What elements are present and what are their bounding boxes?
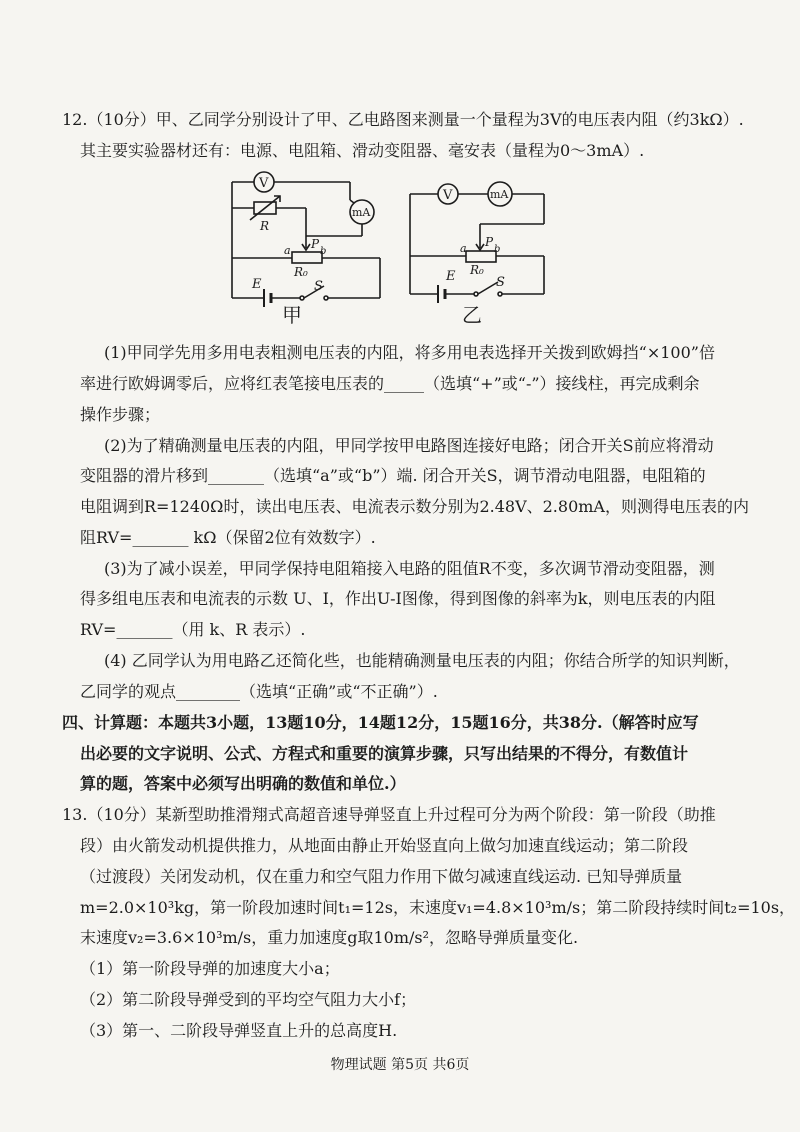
q12-p3-line-3: RV=_______（用 k、R 表示）. <box>80 620 306 639</box>
q12-p2-line-4: 阻RV=_______ kΩ（保留2位有效数字）. <box>80 528 376 547</box>
section4-line-3: 算的题，答案中必须写出明确的数值和单位.） <box>80 774 406 793</box>
circuit-label-jia: 甲 <box>282 303 302 326</box>
battery-label-yi: E <box>446 269 456 284</box>
q12-p1-line-2: 率进行欧姆调零后，应将红表笔接电压表的_____（选填“+”或“-”）接线柱，再完成剩余 <box>80 374 700 393</box>
q12-line-2: 其主要实验器材还有：电源、电阻箱、滑动变阻器、毫安表（量程为0～3mA）. <box>80 141 645 160</box>
slider-a-label-jia: a <box>284 244 291 257</box>
circuit-label-yi: 乙 <box>462 303 482 326</box>
voltmeter-label-jia: V <box>259 176 269 191</box>
q12-p3-line-1: (3)为了减小误差，甲同学保持电阻箱接入电路的阻值R不变，多次调节滑动变阻器，测 <box>104 559 715 578</box>
slider-a-label-yi: a <box>460 242 467 255</box>
circuit-jia <box>222 168 392 326</box>
section4-line-1: 四、计算题：本题共3小题，13题10分，14题12分，15题16分，共38分.（解答时应写 <box>62 713 699 732</box>
q13-sub-3: （3）第一、二阶段导弹竖直上升的总高度H. <box>80 1021 398 1040</box>
q13-sub-1: （1）第一阶段导弹的加速度大小a； <box>80 959 340 978</box>
switch-label-yi: S <box>496 275 505 290</box>
q12-p4-line-1: (4) 乙同学认为用电路乙还简化些，也能精确测量电压表的内阻；你结合所学的知识判断， <box>104 651 740 670</box>
q13-line-4: m=2.0×10³kg，第一阶段加速时间t₁=12s，末速度v₁=4.8×10³m/s；第二阶段持续时间t₂=10s， <box>80 898 796 917</box>
q12-p3-line-2: 得多组电压表和电流表的示数 U、I，作出U-I图像，得到图像的斜率为k，则电压表的内阻 <box>80 589 716 608</box>
slider-p-label-yi: P <box>485 235 494 249</box>
q13-line-3: （过渡段）关闭发动机，仅在重力和空气阻力作用下做匀减速直线运动. 已知导弹质量 <box>80 867 683 886</box>
q12-p2-line-1: (2)为了精确测量电压表的内阻，甲同学按甲电路图连接好电路；闭合开关S前应将滑动 <box>104 436 714 455</box>
q12-p1-line-1: (1)甲同学先用多用电表粗测电压表的内阻，将多用电表选择开关拨到欧姆挡“×100”倍 <box>104 343 715 362</box>
switch-label-jia: S <box>314 279 323 294</box>
slider-b-label-yi: b <box>494 244 501 255</box>
circuit-yi <box>400 176 560 326</box>
resistor-box-label-jia: R <box>260 219 270 233</box>
voltmeter-label-yi: V <box>443 188 453 203</box>
q12-p1-line-3: 操作步骤； <box>80 405 161 424</box>
q12-p2-line-3: 电阻调到R=1240Ω时，读出电压表、电流表示数分别为2.48V、2.80mA，则测得电压表的内 <box>80 497 749 516</box>
section4-line-2: 出必要的文字说明、公式、方程式和重要的演算步骤，只写出结果的不得分，有数值计 <box>80 744 689 763</box>
q13-line-2: 段）由火箭发动机提供推力，从地面由静止开始竖直向上做匀加速直线运动；第二阶段 <box>80 836 689 855</box>
slider-b-label-jia: b <box>320 246 327 257</box>
q12-p2-line-2: 变阻器的滑片移到_______（选填“a”或“b”）端. 闭合开关S，调节滑动电阻器，电阻箱的 <box>80 466 706 485</box>
rheostat-label-yi: R₀ <box>470 263 484 277</box>
ammeter-label-yi: mA <box>490 188 509 201</box>
battery-label-jia: E <box>252 277 262 292</box>
q13-line-1: 13.（10分）某新型助推滑翔式高超音速导弹竖直上升过程可分为两个阶段：第一阶段（助推 <box>62 805 716 824</box>
page-footer: 物理试题 第5页 共6页 <box>330 1057 470 1073</box>
q13-line-5: 末速度v₂=3.6×10³m/s，重力加速度g取10m/s²，忽略导弹质量变化. <box>80 928 579 947</box>
q12-line-1: 12.（10分）甲、乙同学分别设计了甲、乙电路图来测量一个量程为3V的电压表内阻（约3kΩ）. <box>62 110 744 129</box>
slider-p-label-jia: P <box>311 237 320 251</box>
q13-sub-2: （2）第二阶段导弹受到的平均空气阻力大小f； <box>80 990 417 1009</box>
q12-p4-line-2: 乙同学的观点________（选填“正确”或“不正确”）. <box>80 682 438 701</box>
ammeter-label-jia: mA <box>352 206 371 219</box>
rheostat-label-jia: R₀ <box>294 265 308 279</box>
